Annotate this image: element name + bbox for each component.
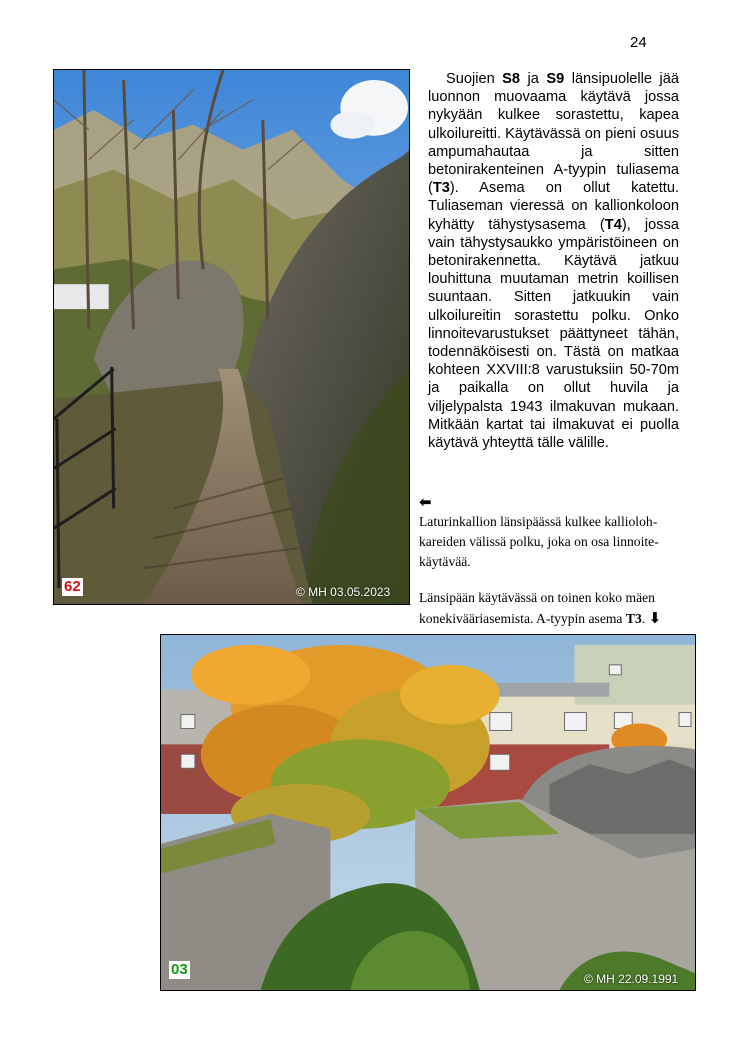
caption-text: Länsipään käytävässä on toinen koko mäen konekivääriasemista. A-tyypin asema — [419, 590, 655, 626]
body-paragraph: Suojien S8 ja S9 länsipuolelle jää luonnon muovaama käytävä jossa nykyään kulkee sorastettu, kapea ulkoilureitti. Käytävässä on pieni osuus ampumahautaa ja sitten betonirakenteinen A-tyypin tuliasema (T3). Asema on ollut katettu. Tuliaseman vieressä on kallionkoloon kyhätty tähystysasema (T4), jossa vain tähystysaukko ympäristöineen on betonirakennetta. Käytävä jatkuu louhittuna muutaman metrin koillisen suuntaan. Sitten jatkuukin vain ulkoilureitin sorastettu polku. Onko linnoitevarustukset päättyneet tähän, todennäköisesti on. Tästä on matkaa kohteen XXVIII:8 varustuksiin 50-70m ja paikalla on ollut huvila ja viljelypalsta 1943 ilmakuvan mukaan. Mitkään kartat tai ilmakuvat ei puolla käytävä yhteyttä tälle välille. — [428, 71, 679, 452]
caption-text: Laturinkallion länsipäässä kulkee kalliolohkareiden välissä polku, joka on osa linnoitekäytävää. — [419, 514, 659, 569]
caption-photo-62 — [419, 492, 691, 572]
caption-photo-03: Länsipään käytävässä on toinen koko mäen konekivääriasemista. A-tyypin asema T3. ⬇ — [419, 590, 662, 627]
arrow-down-icon: ⬇ — [648, 609, 662, 627]
position-photo-illustration — [161, 635, 695, 990]
photo-credit: © MH 22.09.1991 — [584, 972, 679, 986]
photo-concrete-position — [160, 634, 696, 991]
arrow-left-icon: ⬅ — [419, 493, 432, 511]
photo-path-between-rocks — [53, 69, 410, 605]
body-text — [428, 70, 679, 452]
page-number: 24 — [630, 34, 647, 51]
caption-bold-ref: T3 — [625, 611, 642, 626]
photo-credit: © MH 03.05.2023 — [296, 585, 391, 599]
photo-number-badge: 62 — [64, 578, 81, 595]
path-photo-illustration — [54, 70, 409, 604]
photo-number-badge: 03 — [171, 961, 188, 978]
